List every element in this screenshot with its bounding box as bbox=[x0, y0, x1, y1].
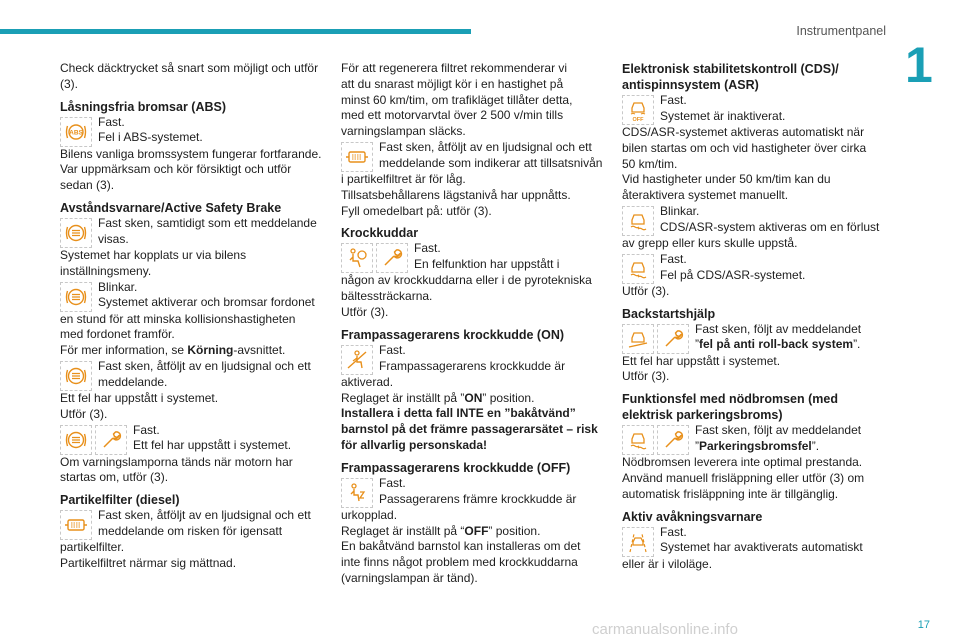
distance-text-1b: inställningsmeny. bbox=[60, 263, 152, 278]
distance-text-3a: Ett fel har uppstått i systemet. bbox=[60, 390, 219, 405]
ebrake-text-3: automatisk frisläppning inte är tillgänglig. bbox=[622, 486, 839, 501]
esc-row-3 bbox=[622, 252, 890, 284]
off-setting-suffix: ” position. bbox=[488, 523, 541, 538]
additive-row-line-2: meddelande som indikerar att tillsatsnivån bbox=[379, 155, 603, 170]
page-number: 17 bbox=[917, 619, 930, 632]
ebrake-message: Parkeringsbromsfel bbox=[699, 438, 812, 453]
ebrake-heading-1: Funktionsfel med nödbromsen (med bbox=[622, 392, 838, 407]
distance-row-2 bbox=[60, 280, 328, 312]
distance-alert-icon bbox=[60, 425, 92, 455]
airbag-off-text-2b: inte finns något problem med krockkuddarna bbox=[341, 555, 578, 570]
lane-departure-row bbox=[622, 525, 890, 557]
dpf-text-2: Partikelfiltret närmar sig mättnad. bbox=[60, 555, 237, 570]
lane-departure-heading: Aktiv avåkningsvarnare bbox=[622, 509, 763, 524]
abs-status: Fast. bbox=[98, 114, 125, 129]
lane-row-line-1: Fast. bbox=[660, 524, 687, 539]
dpf-row bbox=[60, 508, 328, 540]
distance-row-3-line-1: Fast sken, åtföljt av en ljudsignal och ett bbox=[98, 358, 311, 373]
esc-text-1c: 50 km/tim. bbox=[622, 156, 678, 171]
distance-row-4 bbox=[60, 423, 328, 455]
distance-row-1-line-2: visas. bbox=[98, 231, 129, 246]
distance-more-info bbox=[60, 343, 328, 359]
airbag-on-text: aktiverad. bbox=[341, 374, 394, 389]
distance-row-4-line-2: Ett fel har uppstått i systemet. bbox=[133, 438, 292, 453]
passenger-airbag-on-icon bbox=[341, 345, 373, 375]
passenger-airbag-off-icon bbox=[341, 478, 373, 508]
esc-heading-2: antispinnsystem (ASR) bbox=[622, 78, 759, 92]
regen-line-2: att du snarast möjligt kör i en hastighet på bbox=[341, 76, 564, 91]
airbag-on-setting bbox=[341, 391, 609, 407]
on-setting-suffix: ” position. bbox=[482, 390, 535, 405]
ebrake-msg-open-quote: ” bbox=[695, 438, 699, 453]
lane-row-line-2: Systemet har avaktiverats automatiskt bbox=[660, 540, 863, 555]
dpf-text-1: partikelfilter. bbox=[60, 540, 125, 555]
airbags-row-line-2: En felfunktion har uppstått i bbox=[414, 257, 560, 272]
column-1 bbox=[60, 61, 328, 572]
esc-text-2: av grepp eller kurs skulle uppstå. bbox=[622, 235, 798, 250]
abs-desc: Fel i ABS-systemet. bbox=[98, 130, 203, 145]
ebrake-msg-close-quote: ”. bbox=[811, 438, 820, 453]
airbags-row bbox=[341, 241, 609, 273]
esc-icon bbox=[622, 254, 654, 284]
additive-row bbox=[341, 140, 609, 172]
esc-row-1 bbox=[622, 93, 890, 125]
additive-text-1: i partikelfiltret är för låg. bbox=[341, 171, 466, 186]
airbag-off-row-line-2: Passagerarens främre krockkudde är bbox=[379, 491, 577, 506]
column-2 bbox=[341, 61, 609, 587]
distance-text-2a: en stund för att minska kollisionshastigheten bbox=[60, 311, 296, 326]
abs-warning-icon bbox=[60, 117, 92, 147]
distance-row-3 bbox=[60, 359, 328, 391]
service-wrench-icon bbox=[657, 324, 689, 354]
distance-alert-icon bbox=[60, 361, 92, 391]
distance-text-4a: Om varningslamporna tänds när motorn har bbox=[60, 454, 293, 469]
esc-heading-1: Elektronisk stabilitetskontroll (CDS)/ bbox=[622, 62, 839, 76]
airbags-text-3: Utför (3). bbox=[341, 304, 389, 319]
hill-start-heading: Backstartshjälp bbox=[622, 306, 716, 321]
esc-row-2-line-1: Blinkar. bbox=[660, 203, 700, 218]
on-setting-prefix: Reglaget är inställt på ” bbox=[341, 390, 465, 405]
particle-filter-icon bbox=[341, 142, 373, 172]
esc-row-2 bbox=[622, 204, 890, 236]
airbag-off-text-2c: (varningslampan är tänd). bbox=[341, 570, 478, 585]
abs-text-2: Var uppmärksam och kör försiktigt och utför bbox=[60, 162, 292, 177]
airbag-icon bbox=[341, 243, 373, 273]
additive-text-3: Fyll omedelbart på: utför (3). bbox=[341, 203, 492, 218]
ebrake-row bbox=[622, 423, 890, 455]
distance-row-2-line-2: Systemet aktiverar och bromsar fordonet bbox=[98, 295, 315, 310]
hill-row-line-1: Fast sken, följt av meddelandet bbox=[695, 321, 862, 336]
esc-row-1-line-1: Fast. bbox=[660, 93, 687, 107]
airbag-off-setting bbox=[341, 524, 609, 540]
hill-text-2: Utför (3). bbox=[622, 369, 670, 384]
esc-row-1-line-2: Systemet är inaktiverat. bbox=[660, 108, 786, 123]
hill-message: fel på anti roll-back system bbox=[699, 337, 854, 352]
abs-text-3: sedan (3). bbox=[60, 178, 115, 193]
distance-alert-icon bbox=[60, 282, 92, 312]
distance-text-2b: med fordonet framför. bbox=[60, 327, 175, 342]
airbags-heading: Krockkuddar bbox=[341, 226, 419, 241]
esc-text-1a: CDS/ASR-systemet aktiveras automatiskt när bbox=[622, 125, 865, 139]
airbag-on-row-line-1: Fast. bbox=[379, 342, 406, 357]
watermark: carmanualsonline.info bbox=[592, 621, 738, 639]
distance-row-3-line-2: meddelande. bbox=[98, 374, 168, 389]
airbag-on-row bbox=[341, 343, 609, 375]
additive-row-line-1: Fast sken, åtföljt av en ljudsignal och ett bbox=[379, 139, 592, 154]
distance-text-3b: Utför (3). bbox=[60, 406, 108, 421]
dpf-row-line-1: Fast sken, åtföljt av en ljudsignal och ett bbox=[98, 508, 311, 523]
more-info-suffix: -avsnittet. bbox=[233, 343, 286, 358]
additive-text-2: Tillsatsbehållarens lägstanivå har uppnåtts. bbox=[341, 187, 571, 202]
esc-row-2-line-2: CDS/ASR-system aktiveras om en förlust bbox=[660, 219, 880, 234]
ebrake-heading-2: elektrisk parkeringsbroms) bbox=[622, 408, 783, 423]
distance-row-2-line-1: Blinkar. bbox=[98, 279, 138, 294]
service-wrench-icon bbox=[376, 243, 408, 273]
distance-alert-icon bbox=[60, 218, 92, 248]
esc-off-icon bbox=[622, 95, 654, 125]
distance-alert-heading: Avståndsvarnare/Active Safety Brake bbox=[60, 200, 282, 215]
svg-text:ABS: ABS bbox=[69, 129, 83, 137]
regen-line-1: För att regenerera filtret rekommenderar vi bbox=[341, 61, 568, 75]
ebrake-row-line-1: Fast sken, följt av meddelandet bbox=[695, 423, 862, 438]
esc-text-1d: Vid hastigheter under 50 km/tim kan du bbox=[622, 172, 831, 187]
distance-text-1a: Systemet har kopplats ur via bilens bbox=[60, 247, 247, 262]
ebrake-text-1: Nödbromsen leverera inte optimal prestanda. bbox=[622, 455, 863, 470]
esc-row-3-line-2: Fel på CDS/ASR-systemet. bbox=[660, 267, 806, 282]
page-header-title: Instrumentpanel bbox=[796, 24, 886, 38]
regen-line-4: med ett motorvarvtal över 2 500 v/min tills bbox=[341, 108, 564, 123]
hill-msg-close-quote: ”. bbox=[853, 337, 861, 352]
esc-icon bbox=[622, 425, 654, 455]
airbag-on-warning-3: för allvarlig personskada! bbox=[341, 437, 488, 452]
dpf-row-line-2: meddelande om risken för igensatt bbox=[98, 523, 283, 538]
off-setting-value: OFF bbox=[464, 523, 489, 538]
airbag-on-row-line-2: Frampassagerarens krockkudde är bbox=[379, 358, 566, 373]
off-setting-prefix: Reglaget är inställt på “ bbox=[341, 523, 465, 538]
hill-text-1: Ett fel har uppstått i systemet. bbox=[622, 353, 781, 368]
airbags-text-1: någon av krockkuddarna eller i de pyrotekniska bbox=[341, 273, 592, 288]
intro-line-2: (3). bbox=[60, 76, 78, 91]
lane-text: eller är i viloläge. bbox=[622, 556, 713, 571]
distance-text-4b: startas om, utför (3). bbox=[60, 470, 169, 485]
on-setting-value: ON bbox=[464, 390, 483, 405]
esc-text-1e: återaktivera systemet manuellt. bbox=[622, 188, 789, 203]
airbags-text-2: bältessträckarna. bbox=[341, 289, 433, 304]
abs-text-1: Bilens vanliga bromssystem fungerar fortfarande. bbox=[60, 146, 322, 161]
service-wrench-icon bbox=[95, 425, 127, 455]
distance-row-1 bbox=[60, 216, 328, 248]
header-accent-bar bbox=[0, 29, 471, 34]
esc-row-3-line-1: Fast. bbox=[660, 251, 687, 266]
regen-line-3: minst 60 km/tim, om trafikläget tillåter detta, bbox=[341, 92, 573, 107]
distance-row-4-line-1: Fast. bbox=[133, 422, 160, 437]
esc-text-1b: bilen startas om och vid hastigheter över cirka bbox=[622, 140, 867, 155]
hill-start-icon bbox=[622, 324, 654, 354]
abs-row bbox=[60, 115, 328, 147]
more-info-prefix: För mer information, se bbox=[60, 343, 188, 358]
airbag-off-row-line-1: Fast. bbox=[379, 475, 406, 490]
airbag-off-text-2a: En bakåtvänd barnstol kan installeras om det bbox=[341, 539, 581, 554]
hill-msg-open-quote: ” bbox=[695, 337, 699, 352]
more-info-link: Körning bbox=[187, 343, 234, 358]
esc-icon bbox=[622, 206, 654, 236]
airbag-on-warning-2: barnstol på det främre passagerarsätet – risk bbox=[341, 422, 598, 437]
airbags-row-line-1: Fast. bbox=[414, 241, 441, 256]
regen-line-5: varningslampan släcks. bbox=[341, 124, 466, 139]
intro-line-1: Check däcktrycket så snart som möjligt och utför bbox=[60, 61, 319, 75]
lane-departure-icon bbox=[622, 527, 654, 557]
distance-row-1-line-1: Fast sken, samtidigt som ett meddelande bbox=[98, 215, 317, 230]
airbag-off-row bbox=[341, 476, 609, 508]
airbag-on-warning-1: Installera i detta fall INTE en ”bakåtvänd” bbox=[341, 406, 576, 421]
dpf-heading: Partikelfilter (diesel) bbox=[60, 493, 180, 508]
column-3 bbox=[622, 61, 890, 572]
airbag-off-heading: Frampassagerarens krockkudde (OFF) bbox=[341, 460, 571, 475]
ebrake-row-line-2 bbox=[695, 439, 890, 455]
abs-heading: Låsningsfria bromsar (ABS) bbox=[60, 99, 227, 114]
particle-filter-icon bbox=[60, 510, 92, 540]
chapter-number: 1 bbox=[905, 37, 933, 93]
ebrake-text-2: Använd manuell frisläppning eller utför (3) om bbox=[622, 470, 865, 485]
hill-row-line-2 bbox=[695, 337, 890, 353]
hill-start-row bbox=[622, 322, 890, 354]
esc-text-3: Utför (3). bbox=[622, 283, 670, 298]
airbag-on-heading: Frampassagerarens krockkudde (ON) bbox=[341, 327, 565, 342]
service-wrench-icon bbox=[657, 425, 689, 455]
svg-text:OFF: OFF bbox=[632, 117, 644, 122]
airbag-off-text: urkopplad. bbox=[341, 507, 398, 522]
